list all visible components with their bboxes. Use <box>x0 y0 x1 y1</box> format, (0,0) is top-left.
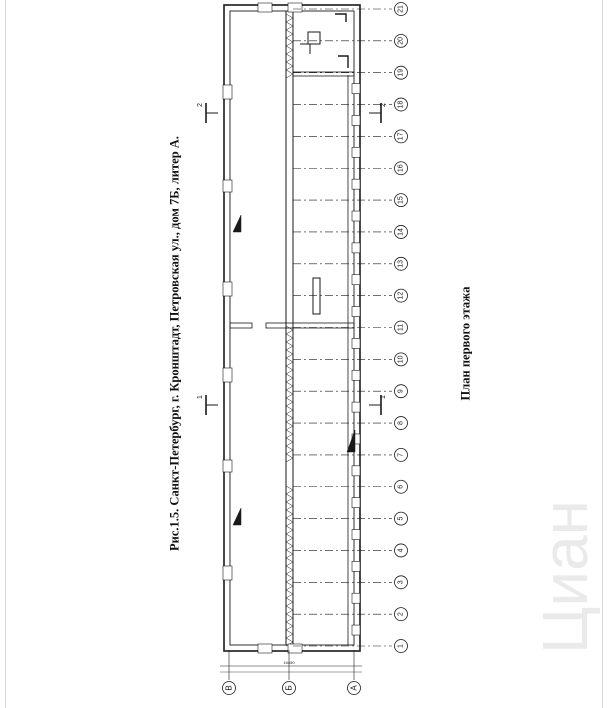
wall-hatch <box>286 390 293 398</box>
axis-bubble <box>395 34 408 47</box>
axis-number: 19 <box>397 68 405 77</box>
figure-caption <box>168 64 183 624</box>
axis-number: 14 <box>397 228 405 236</box>
window-left <box>223 368 232 382</box>
window-right <box>352 84 360 94</box>
wall-hatch <box>286 358 293 366</box>
wall-hatch <box>286 614 293 622</box>
caption-line-2: План первого этажа <box>458 286 473 401</box>
axis-number: 4 <box>397 548 405 553</box>
wall-hatch <box>286 526 293 534</box>
wall-hatch <box>286 334 293 342</box>
axis-bubble <box>395 66 408 79</box>
wall-hatch <box>286 518 293 526</box>
axis-bubble <box>395 640 408 653</box>
window-right <box>352 243 360 253</box>
window-right <box>352 338 360 348</box>
wall-hatch <box>286 566 293 574</box>
axis-bubble <box>395 512 408 525</box>
window-top <box>288 3 302 12</box>
window-left <box>223 180 232 192</box>
window-left <box>223 566 232 580</box>
wall-hatch <box>286 454 293 462</box>
axis-bubble <box>395 385 408 398</box>
watermark: Циан <box>529 499 602 655</box>
axis-number: 13 <box>397 259 405 268</box>
axis-number: 12 <box>397 291 405 300</box>
window-left <box>223 282 232 296</box>
axis-number: 17 <box>397 132 405 141</box>
ramp-mark <box>233 508 241 525</box>
wall-hatch <box>286 598 293 606</box>
figure-subcaption <box>459 194 474 494</box>
section-mark <box>197 103 218 123</box>
wall-hatch <box>286 438 293 446</box>
axis-number: 10 <box>397 355 405 364</box>
wall-hatch <box>286 630 293 638</box>
wall-hatch <box>286 590 293 598</box>
wall-hatch <box>286 46 293 54</box>
window-bottom <box>288 644 302 653</box>
section-number: 2 <box>380 103 387 107</box>
wall-hatch <box>286 502 293 510</box>
axis-bubble <box>395 194 408 207</box>
axis-bubble <box>395 353 408 366</box>
partition <box>338 56 348 68</box>
window-right <box>352 370 360 380</box>
axis-bubble <box>395 257 408 270</box>
axis-number: 6 <box>397 484 405 489</box>
column-box <box>313 278 320 314</box>
wall-hatch <box>286 422 293 430</box>
wall-hatch <box>286 414 293 422</box>
window-bottom <box>258 644 272 653</box>
wall-hatch <box>286 366 293 374</box>
axis-number: 16 <box>397 164 405 173</box>
wall-hatch <box>286 446 293 454</box>
axis-number: 5 <box>397 516 405 521</box>
axis-bubble <box>395 289 408 302</box>
partition <box>300 44 310 54</box>
wall-hatch <box>286 542 293 550</box>
dimension-label: 16450 <box>283 660 295 665</box>
wall-hatch <box>286 398 293 406</box>
window-right <box>352 115 360 125</box>
axis-number: 9 <box>397 389 405 394</box>
wall-hatch <box>286 534 293 542</box>
wall-hatch <box>286 574 293 582</box>
wall-hatch <box>286 14 293 22</box>
fixture <box>308 32 320 44</box>
section-number: 2 <box>197 103 204 107</box>
axis-bubble <box>395 417 408 430</box>
section-number: 1 <box>380 395 387 399</box>
axis-bubble <box>395 321 408 334</box>
wall-hatch <box>286 510 293 518</box>
axis-letter: Б <box>284 685 294 691</box>
wall-hatch <box>286 70 293 78</box>
axis-number: 20 <box>397 36 405 45</box>
axis-bubble <box>395 130 408 143</box>
window-right <box>352 402 360 412</box>
wall-hatch <box>286 430 293 438</box>
axis-number: 11 <box>397 323 405 332</box>
window-right <box>352 593 360 603</box>
axis-bubble <box>395 98 408 111</box>
wall-hatch <box>286 582 293 590</box>
wall-hatch <box>286 606 293 614</box>
cross-wall-stub <box>230 323 252 328</box>
axis-bubble <box>395 544 408 557</box>
section-mark <box>197 395 218 415</box>
axis-letter: В <box>224 685 234 691</box>
axis-number: 1 <box>397 644 405 648</box>
wall-hatch <box>286 62 293 70</box>
wall-hatch <box>286 406 293 414</box>
wall-hatch <box>286 38 293 46</box>
window-right <box>352 211 360 221</box>
axis-letter: А <box>349 685 359 691</box>
window-right <box>352 530 360 540</box>
window-top <box>258 3 272 12</box>
wall-hatch <box>286 30 293 38</box>
window-left <box>223 460 232 472</box>
axis-grid <box>220 9 392 680</box>
walls <box>223 3 360 653</box>
axis-number: 18 <box>397 100 405 109</box>
axis-bubble <box>395 608 408 621</box>
section-mark <box>369 395 387 415</box>
axis-number: 7 <box>397 452 405 457</box>
ramp-mark <box>233 215 241 232</box>
window-left <box>223 85 232 99</box>
window-right <box>352 625 360 635</box>
window-right <box>352 498 360 508</box>
wall-hatch <box>286 486 293 494</box>
window-right <box>352 307 360 317</box>
axis-number: 3 <box>397 580 405 585</box>
axis-number: 15 <box>397 196 405 204</box>
wall-hatch <box>286 382 293 390</box>
axis-bubble <box>395 448 408 461</box>
wall-hatch <box>286 622 293 630</box>
section-number: 1 <box>197 395 204 399</box>
door-swing <box>335 14 346 22</box>
section-mark <box>369 103 387 123</box>
axis-bubble <box>395 3 408 16</box>
wall-hatch <box>286 22 293 30</box>
axis-number: 21 <box>397 5 405 13</box>
plan-details <box>233 14 355 525</box>
window-right <box>352 275 360 285</box>
window-right <box>352 466 360 476</box>
window-right <box>352 179 360 189</box>
axis-bubbles-numbered <box>395 3 408 653</box>
wall-hatch <box>286 374 293 382</box>
wall-hatch <box>286 550 293 558</box>
axis-bubble <box>395 162 408 175</box>
wall-hatch <box>286 558 293 566</box>
axis-bubble <box>395 576 408 589</box>
caption-line-1: Рис.1.5. Санкт-Петербург, г. Кронштадт, Петровская ул., дом 7Б, литер А. <box>167 136 182 551</box>
axis-bubbles-lettered <box>223 682 361 695</box>
wall-hatch <box>286 342 293 350</box>
wall-hatch <box>286 326 293 334</box>
window-right <box>352 147 360 157</box>
axis-number: 2 <box>397 612 405 617</box>
axis-bubble <box>395 480 408 493</box>
wall-hatch <box>286 54 293 62</box>
wall-hatch <box>286 494 293 502</box>
window-right <box>352 561 360 571</box>
axis-number: 8 <box>397 421 405 426</box>
axis-bubble <box>395 225 408 238</box>
wall-hatch <box>286 350 293 358</box>
